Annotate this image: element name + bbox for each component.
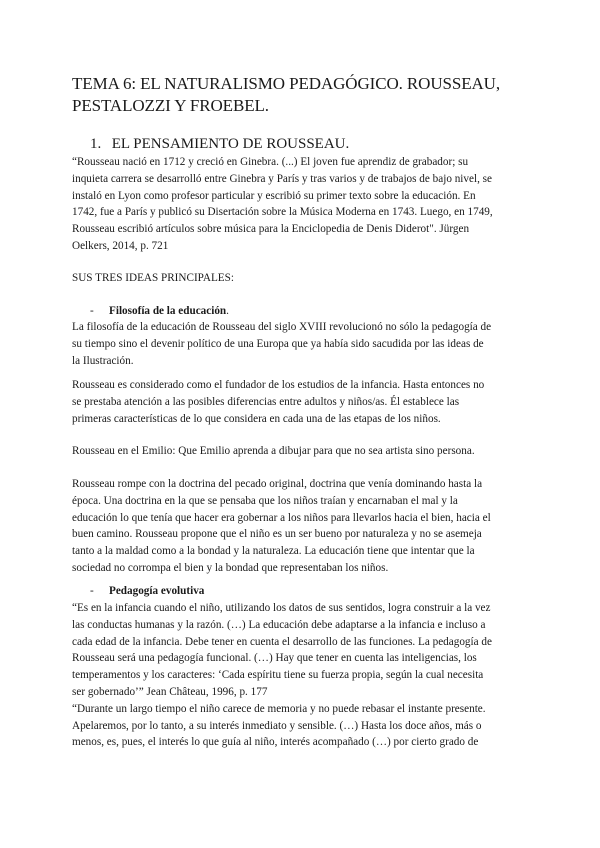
text-line: Rousseau en el Emilio: Que Emilio aprenda a dibujar para que no sea artista sino persona.: [72, 445, 475, 457]
text-line: sociedad no corrompa el bien y la bondad que representaban los niños.: [72, 561, 389, 574]
text-line: “Durante un largo tiempo el niño carece de memoria y no puede rebasar el instante presente.: [72, 702, 486, 715]
text-line: Apelaremos, por lo tanto, a su interés inmediato y sensible. (…) Hasta los doce años, más o: [72, 719, 482, 732]
text-line: ser gobernado’” Jean Château, 1996, p. 177: [72, 685, 268, 698]
quote-oelkers: [72, 154, 528, 255]
bullet-pedagogia: [90, 583, 204, 600]
text-line: Rousseau rompe con la doctrina del pecado original, doctrina que venía dominando hasta la: [72, 478, 483, 490]
text-line: La filosofía de la educación de Rousseau del siglo XVIII revolucionó no sólo la pedagogía de: [72, 321, 492, 333]
text-line: temperamentos y los caracteres: ‘Cada espíritu tiene su fuerza propia, según la cual necesita: [72, 669, 484, 682]
section-heading: [90, 134, 349, 154]
text-line: Rousseau será una pedagogía funcional. (…) Hay que tener en cuenta las inteligencias, los: [72, 652, 477, 665]
text-line: la Ilustración.: [72, 354, 134, 367]
text-line: primeras características de lo que considera en cada una de las etapas de los niños.: [72, 412, 441, 425]
text-line: su tiempo sino el devenir político de una Europa que ya había sido sacudida por las ideas de: [72, 337, 484, 350]
bullet-suffix: .: [226, 305, 229, 317]
text-line: menos, es, pues, el interés lo que guía al niño, interés acompañado (…) por cierto grado de: [72, 736, 479, 749]
document-title: [72, 73, 542, 117]
text-line: época. Una doctrina en la que se pensaba que los niños traían y encarnaban el mal y la: [72, 494, 458, 507]
paragraph-pecado-original: [72, 476, 528, 577]
text-line: cada edad de la infancia. Debe tener en cuenta el desarrollo de las funciones. La pedagogía de: [72, 635, 492, 648]
bullet-label: Filosofía de la educación: [109, 305, 227, 317]
paragraph-infancia: [72, 377, 528, 427]
title-line: PESTALOZZI Y FROEBEL.: [72, 96, 269, 115]
text-line: educación lo que tenía que hacer era gobernar a los niños para llevarlos hacia el bien, hacia el: [72, 511, 491, 524]
paragraph-emilio: [72, 443, 528, 460]
text-line: “Es en la infancia cuando el niño, utilizando los datos de sus sentidos, logra construir a la vez: [72, 602, 491, 614]
text-line: instaló en Lyon como profesor particular y escribió su primer texto sobre la educación. En: [72, 189, 476, 202]
section-number: 1.: [90, 136, 102, 152]
text-line: inquieta carrera se desarrolló entre Ginebra y París y tras varios y de trabajos de bajo nivel, se: [72, 172, 492, 185]
ideas-heading: SUS TRES IDEAS PRINCIPALES:: [72, 272, 234, 284]
text-line: se prestaba atención a las posibles diferencias entre adultos y niños/as. Él establece las: [72, 395, 460, 408]
title-line: TEMA 6: EL NATURALISMO PEDAGÓGICO. ROUSSEAU,: [72, 74, 501, 93]
section-title: EL PENSAMIENTO DE ROUSSEAU.: [111, 136, 350, 152]
text-line: tanto a la maldad como a la bondad y la naturaleza. La educación tiene que intentar que la: [72, 545, 475, 558]
bullet-dash: -: [90, 585, 94, 597]
bullet-filosofia: [90, 303, 229, 320]
text-line: las conductas humanas y la razón. (…) La educación debe adaptarse a la infancia e incluso a: [72, 618, 486, 631]
text-line: Rousseau es considerado como el fundador de los estudios de la infancia. Hasta entonces no: [72, 379, 485, 391]
bullet-dash: -: [90, 305, 94, 317]
text-line: Oelkers, 2014, p. 721: [72, 239, 169, 252]
text-line: buen camino. Rousseau propone que el niño es un ser bueno por naturaleza y no se asemeja: [72, 528, 482, 541]
text-line: Rousseau escribió artículos sobre música para la Enciclopedia de Denis Diderot". Jürgen: [72, 223, 470, 236]
bullet-label: Pedagogía evolutiva: [109, 585, 205, 597]
quote-chateau: [72, 600, 528, 751]
paragraph-filosofia: [72, 319, 528, 369]
text-line: “Rousseau nació en 1712 y creció en Ginebra. (...) El joven fue aprendiz de grabador; su: [72, 156, 469, 168]
text-line: 1742, fue a París y publicó su Disertación sobre la Música Moderna en 1743. Luego, en 1749,: [72, 206, 493, 219]
